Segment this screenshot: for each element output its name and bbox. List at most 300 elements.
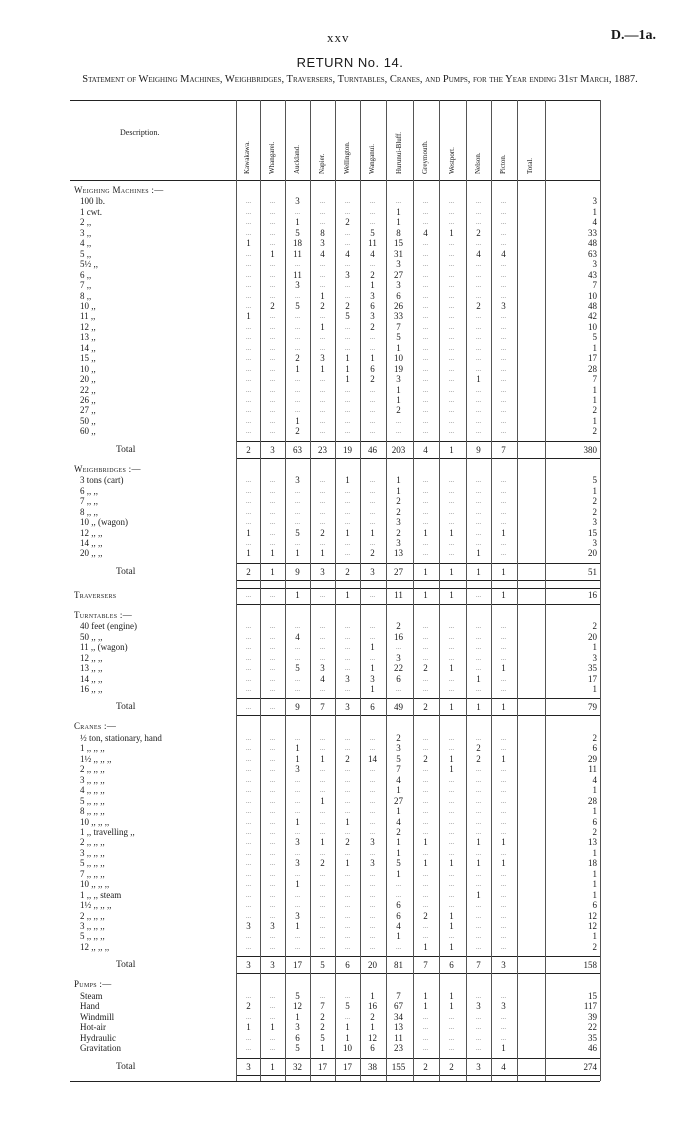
value-cell: 2	[423, 663, 428, 674]
value-cell: ...	[344, 880, 351, 889]
value-cell: ...	[269, 653, 276, 662]
value-cell: 117	[583, 1001, 597, 1012]
value-cell: 5	[592, 332, 597, 343]
row-label: 10 ,, ,, ,,	[80, 816, 110, 827]
total-cell: 1	[501, 566, 506, 577]
value-cell: ...	[245, 343, 252, 352]
value-cell: ...	[500, 744, 507, 753]
value-cell: 1	[370, 663, 375, 674]
row-label: 12 ,,	[80, 321, 96, 332]
value-cell: 1	[345, 816, 350, 827]
value-cell: ...	[422, 249, 429, 258]
value-cell: 1	[423, 941, 428, 952]
value-cell: ...	[422, 632, 429, 641]
value-cell: ...	[245, 486, 252, 495]
total-cell: 6	[345, 960, 350, 971]
value-cell: ...	[422, 796, 429, 805]
value-cell: ...	[294, 207, 301, 216]
value-cell: ...	[245, 497, 252, 506]
row-label: 3 ,, ,, ,,	[80, 847, 105, 858]
value-cell: ...	[500, 354, 507, 363]
row-label: 5 ,, ,, ,,	[80, 795, 105, 806]
total-cell: 2	[345, 566, 350, 577]
value-cell: ...	[319, 775, 326, 784]
value-cell: ...	[448, 416, 455, 425]
value-cell: ...	[448, 333, 455, 342]
value-cell: ...	[344, 416, 351, 425]
value-cell: ...	[448, 507, 455, 516]
value-cell: 2	[345, 300, 350, 311]
value-cell: ...	[500, 427, 507, 436]
value-cell: 1	[345, 1022, 350, 1033]
value-cell: ...	[319, 270, 326, 279]
column-divider	[517, 100, 518, 1081]
value-cell: ...	[294, 807, 301, 816]
value-cell: 11	[293, 269, 302, 280]
value-cell: 2	[370, 269, 375, 280]
value-cell: ...	[245, 991, 252, 1000]
value-cell: ...	[319, 396, 326, 404]
value-cell: ...	[448, 848, 455, 857]
value-cell: ...	[294, 775, 301, 784]
value-cell: ...	[245, 538, 252, 547]
value-cell: 1	[295, 921, 300, 931]
value-cell: ...	[422, 685, 429, 693]
value-cell: 22	[394, 663, 403, 674]
value-cell: 1	[370, 684, 375, 694]
value-cell: ...	[475, 281, 482, 290]
value-cell: ...	[422, 375, 429, 384]
value-cell: 1	[320, 363, 325, 374]
total-cell: 1	[270, 1061, 275, 1072]
row-label: 10 ,, ,, ,,	[80, 879, 110, 890]
row-label: 10 ,, (wagon)	[80, 517, 128, 528]
section-total-label: Total	[116, 702, 136, 713]
value-cell: ...	[269, 859, 276, 868]
value-cell: ...	[294, 622, 301, 631]
value-cell: ...	[245, 301, 252, 310]
value-cell: 6	[396, 900, 401, 911]
value-cell: ...	[344, 333, 351, 342]
value-cell: 7	[592, 374, 597, 385]
value-cell: ...	[294, 674, 301, 683]
value-cell: ...	[475, 291, 482, 300]
value-cell: ...	[269, 733, 276, 742]
total-cell: 7	[501, 444, 506, 455]
value-cell: 3	[396, 280, 401, 291]
row-label: 7 ,,	[80, 280, 92, 291]
value-cell: ...	[269, 291, 276, 300]
value-cell: ...	[269, 239, 276, 248]
value-cell: ...	[500, 476, 507, 485]
value-cell: 35	[588, 663, 597, 674]
value-cell: ...	[245, 827, 252, 836]
row-label: 5 ,,	[80, 248, 92, 259]
value-cell: 3	[396, 259, 401, 270]
row-label: 8 ,, ,,	[80, 506, 98, 517]
total-cell: 27	[394, 566, 403, 577]
row-label: 26 ,,	[80, 395, 96, 405]
value-cell: ...	[422, 396, 429, 404]
value-cell: ...	[395, 197, 402, 206]
value-cell: ...	[500, 239, 507, 248]
value-cell: ...	[369, 260, 376, 269]
value-cell: ...	[369, 775, 376, 784]
column-header: Wanganui.	[368, 144, 376, 174]
value-cell: ...	[319, 685, 326, 693]
section-total-label: Total	[116, 1061, 136, 1072]
value-cell: ...	[319, 622, 326, 631]
row-label: 7 ,, ,,	[80, 496, 98, 507]
value-cell: 1	[396, 395, 401, 405]
value-cell: ...	[245, 281, 252, 290]
value-cell: ...	[475, 942, 482, 951]
value-cell: ...	[269, 685, 276, 693]
value-cell: ...	[500, 1012, 507, 1021]
value-cell: 3	[370, 311, 375, 322]
value-cell: 3	[592, 196, 597, 207]
value-cell: 1	[320, 321, 325, 332]
value-cell: ...	[475, 476, 482, 485]
value-cell: ...	[500, 333, 507, 342]
value-cell: ...	[269, 674, 276, 683]
row-label: 2 ,, ,, ,,	[80, 764, 105, 775]
value-cell: ...	[369, 218, 376, 227]
value-cell: ...	[500, 406, 507, 415]
value-cell: 1	[449, 941, 454, 952]
value-cell: ...	[245, 260, 252, 269]
value-cell: 2	[476, 743, 481, 754]
total-cell: 1	[501, 702, 506, 713]
total-cell: 7	[476, 960, 481, 971]
total-cell: 1	[501, 589, 506, 600]
value-cell: ...	[500, 364, 507, 373]
value-cell: ...	[448, 733, 455, 742]
value-cell: ...	[319, 890, 326, 899]
value-cell: 1	[501, 753, 506, 764]
value-cell: ...	[319, 343, 326, 352]
row-label: 2 ,,	[80, 217, 92, 228]
value-cell: ...	[344, 765, 351, 774]
value-cell: ...	[475, 538, 482, 547]
value-cell: 8	[320, 227, 325, 238]
value-cell: ...	[269, 991, 276, 1000]
value-cell: ...	[475, 385, 482, 394]
value-cell: ...	[294, 375, 301, 384]
value-cell: 3	[295, 1022, 300, 1033]
value-cell: ...	[344, 406, 351, 415]
value-cell: 2	[320, 1022, 325, 1033]
value-cell: ...	[475, 765, 482, 774]
total-cell: ...	[245, 703, 252, 712]
value-cell: ...	[344, 911, 351, 920]
value-cell: 2	[345, 837, 350, 848]
value-cell: ...	[245, 848, 252, 857]
value-cell: ...	[422, 385, 429, 394]
value-cell: ...	[319, 218, 326, 227]
value-cell: ...	[269, 848, 276, 857]
value-cell: 1	[476, 889, 481, 900]
value-cell: ...	[369, 406, 376, 415]
value-cell: ...	[369, 786, 376, 795]
value-cell: ...	[448, 476, 455, 485]
value-cell: ...	[475, 239, 482, 248]
value-cell: ...	[369, 922, 376, 930]
total-cell: 17	[318, 1061, 327, 1072]
value-cell: ...	[422, 827, 429, 836]
value-cell: 33	[394, 311, 403, 322]
value-cell: 1	[423, 990, 428, 1001]
value-cell: ...	[344, 922, 351, 930]
value-cell: ...	[319, 807, 326, 816]
row-label: 6 ,, ,,	[80, 485, 98, 496]
value-cell: ...	[395, 416, 402, 425]
value-cell: 3	[295, 196, 300, 207]
value-cell: 4	[592, 774, 597, 785]
value-cell: ...	[448, 827, 455, 836]
row-label: Hot-air	[80, 1022, 106, 1033]
value-cell: ...	[319, 518, 326, 527]
value-cell: 6	[396, 290, 401, 301]
section-total-label: Total	[116, 566, 136, 577]
value-cell: 22	[588, 1022, 597, 1033]
total-cell: 17	[343, 1061, 352, 1072]
value-cell: ...	[475, 322, 482, 331]
row-label: 4 ,, ,, ,,	[80, 785, 105, 796]
value-cell: 1	[295, 816, 300, 827]
value-cell: ...	[369, 343, 376, 352]
value-cell: ...	[500, 207, 507, 216]
value-cell: ...	[369, 507, 376, 516]
value-cell: 16	[394, 631, 403, 642]
value-cell: ...	[422, 333, 429, 342]
value-cell: ...	[500, 911, 507, 920]
value-cell: 3	[592, 652, 597, 663]
value-cell: ...	[475, 733, 482, 742]
value-cell: 1	[592, 206, 597, 217]
total-cell: 203	[391, 444, 406, 455]
value-cell: ...	[448, 375, 455, 384]
value-cell: 5	[592, 475, 597, 486]
value-cell: ...	[269, 416, 276, 425]
value-cell: ...	[269, 1044, 276, 1053]
statement-subtitle: Statement of Weighing Machines, Weighbridges, Traversers, Turntables, Cranes, and Pumps, for the Year ending 31st March, 1887.	[82, 74, 638, 85]
column-header: Kawakawa.	[243, 141, 251, 174]
value-cell: 1	[246, 311, 251, 322]
value-cell: ...	[344, 197, 351, 206]
page-number: xxv	[327, 30, 350, 45]
value-cell: ...	[269, 664, 276, 673]
value-cell: 3	[396, 374, 401, 385]
value-cell: ...	[344, 775, 351, 784]
value-cell: ...	[475, 1044, 482, 1053]
value-cell: ...	[369, 880, 376, 889]
value-cell: ...	[245, 270, 252, 279]
section-total-label: Total	[116, 960, 136, 971]
row-label: ½ ton, stationary, hand	[80, 732, 162, 743]
value-cell: ...	[475, 901, 482, 910]
value-cell: ...	[448, 364, 455, 373]
value-cell: 2	[270, 300, 275, 311]
value-cell: 3	[370, 837, 375, 848]
value-cell: ...	[369, 901, 376, 910]
value-cell: 1	[476, 548, 481, 559]
value-cell: ...	[369, 890, 376, 899]
value-cell: ...	[344, 291, 351, 300]
value-cell: ...	[422, 416, 429, 425]
value-cell: ...	[344, 807, 351, 816]
value-cell: 1	[320, 290, 325, 301]
column-header: Nelson.	[473, 152, 482, 174]
value-cell: ...	[422, 197, 429, 206]
row-label: 20 ,,	[80, 374, 96, 385]
value-cell: ...	[422, 476, 429, 485]
value-cell: ...	[422, 786, 429, 795]
value-cell: ...	[422, 1033, 429, 1042]
value-cell: ...	[475, 786, 482, 795]
value-cell: 1	[246, 527, 251, 538]
value-cell: 3	[345, 269, 350, 280]
row-label: 50 ,,	[80, 415, 96, 426]
value-cell: ...	[448, 632, 455, 641]
value-cell: ...	[395, 643, 402, 652]
value-cell: 1	[501, 1043, 506, 1054]
value-cell: 63	[588, 248, 597, 259]
total-cell: 4	[423, 444, 428, 455]
value-cell: 3	[370, 858, 375, 869]
value-cell: ...	[245, 291, 252, 300]
value-cell: ...	[319, 880, 326, 889]
section-heading: Weighing Machines :—	[74, 185, 164, 195]
value-cell: ...	[448, 807, 455, 816]
value-cell: ...	[269, 375, 276, 384]
column-header: Hurunui-Bluff.	[394, 131, 403, 174]
value-cell: ...	[448, 312, 455, 321]
value-cell: ...	[500, 507, 507, 516]
total-cell: 2	[423, 1061, 428, 1072]
value-cell: 1	[345, 374, 350, 385]
total-cell: ...	[319, 590, 326, 599]
value-cell: ...	[422, 322, 429, 331]
row-label: 7 ,, ,, ,,	[80, 868, 105, 879]
value-cell: ...	[448, 674, 455, 683]
value-cell: ...	[344, 786, 351, 795]
total-cell: 274	[583, 1061, 597, 1072]
value-cell: ...	[500, 848, 507, 857]
total-cell: 79	[588, 702, 597, 713]
value-cell: ...	[500, 796, 507, 805]
value-cell: ...	[344, 549, 351, 558]
value-cell: ...	[475, 507, 482, 516]
total-cell: 63	[293, 444, 302, 455]
value-cell: ...	[448, 239, 455, 248]
value-cell: 3	[592, 259, 597, 270]
value-cell: 6	[370, 300, 375, 311]
value-cell: ...	[422, 312, 429, 321]
value-cell: 2	[592, 426, 597, 437]
value-cell: ...	[475, 922, 482, 930]
value-cell: ...	[319, 765, 326, 774]
value-cell: 1	[370, 353, 375, 364]
row-label: 12 ,, ,, ,,	[80, 941, 110, 952]
value-cell: 5	[295, 663, 300, 674]
value-cell: ...	[269, 1012, 276, 1021]
value-cell: 2	[592, 405, 597, 416]
value-cell: 2	[246, 1001, 251, 1012]
value-cell: ...	[500, 932, 507, 941]
total-cell: 1	[345, 589, 350, 600]
value-cell: 13	[394, 548, 403, 559]
value-cell: ...	[369, 827, 376, 836]
total-cell: ...	[475, 590, 482, 599]
value-cell: 46	[588, 1043, 597, 1054]
total-cell: ...	[269, 590, 276, 599]
value-cell: ...	[369, 869, 376, 878]
row-label: 16 ,, ,,	[80, 684, 103, 694]
value-cell: ...	[448, 932, 455, 941]
value-cell: ...	[422, 538, 429, 547]
value-cell: ...	[369, 817, 376, 826]
row-label: 8 ,,	[80, 290, 92, 301]
value-cell: ...	[294, 333, 301, 342]
value-cell: 6	[370, 1043, 375, 1054]
row-label: 14 ,, ,,	[80, 673, 103, 684]
value-cell: 3	[592, 537, 597, 548]
value-cell: ...	[269, 622, 276, 631]
value-cell: ...	[269, 538, 276, 547]
value-cell: ...	[245, 775, 252, 784]
value-cell: ...	[422, 260, 429, 269]
value-cell: 1	[345, 353, 350, 364]
row-label: 5 ,, ,, ,,	[80, 858, 105, 869]
value-cell: ...	[269, 869, 276, 878]
row-label: Hand	[80, 1001, 100, 1012]
value-cell: ...	[269, 643, 276, 652]
row-label: 4 ,,	[80, 238, 92, 249]
value-cell: ...	[269, 197, 276, 206]
value-cell: ...	[475, 807, 482, 816]
value-cell: 1	[476, 673, 481, 684]
value-cell: 1	[592, 485, 597, 496]
value-cell: ...	[269, 744, 276, 753]
value-cell: ...	[294, 653, 301, 662]
value-cell: ...	[500, 281, 507, 290]
value-cell: ...	[500, 890, 507, 899]
total-cell: 32	[293, 1061, 302, 1072]
value-cell: ...	[245, 653, 252, 662]
value-cell: ...	[448, 685, 455, 693]
value-cell: ...	[344, 228, 351, 237]
value-cell: 4	[370, 248, 375, 259]
row-label: 3 ,,	[80, 227, 92, 238]
value-cell: ...	[500, 880, 507, 889]
value-cell: 1	[592, 684, 597, 694]
row-label: 3 tons (cart)	[80, 475, 124, 486]
value-cell: 1	[476, 858, 481, 869]
total-cell: 3	[501, 960, 506, 971]
value-cell: 42	[588, 311, 597, 322]
row-label: 14 ,, ,,	[80, 537, 103, 548]
value-cell: ...	[369, 932, 376, 941]
value-cell: ...	[269, 228, 276, 237]
value-cell: ...	[269, 1033, 276, 1042]
total-cell: 23	[318, 444, 327, 455]
value-cell: 1	[396, 206, 401, 217]
row-label: 100 lb.	[80, 196, 106, 207]
value-cell: 3	[295, 858, 300, 869]
row-label: 1 ,, ,, ,,	[80, 743, 105, 754]
value-cell: 3	[295, 475, 300, 486]
